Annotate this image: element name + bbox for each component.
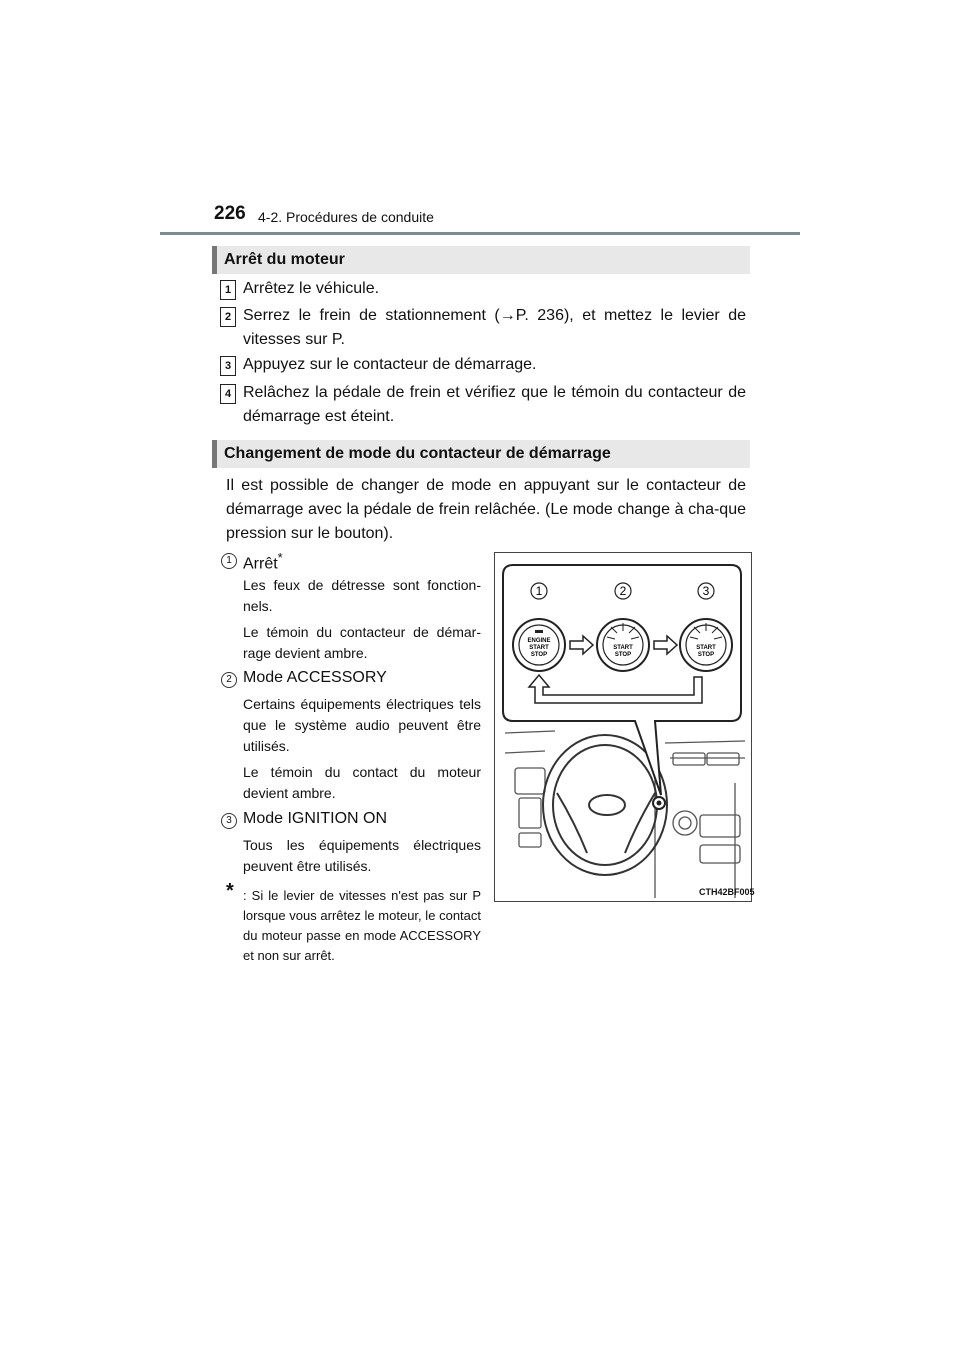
mode-description: Certains équipements électriques tels que le système audio peuvent être utilisés. — [243, 696, 481, 754]
svg-text:3: 3 — [702, 584, 710, 598]
step-text: Serrez le frein de stationnement (→P. 236), et mettez le levier de vitesses sur P. — [243, 307, 746, 348]
svg-text:1: 1 — [535, 584, 543, 598]
header-rule — [160, 232, 800, 235]
section-title: 4-2. Procédures de conduite — [258, 209, 434, 225]
step-text: Relâchez la pédale de frein et vérifiez que le témoin du contacteur de démarrage est éteint. — [243, 384, 746, 425]
mode-description: Tous les équipements électriques peuvent être utilisés. — [243, 837, 481, 874]
svg-text:2: 2 — [619, 584, 627, 598]
heading-text: Changement de mode du contacteur de démarrage — [224, 445, 611, 462]
page-number: 226 — [214, 203, 246, 224]
dashboard-background — [505, 731, 745, 898]
step-number: 2 — [220, 307, 236, 327]
svg-text:STOP: STOP — [530, 652, 548, 658]
footnote-marker: * — [226, 880, 234, 902]
dashboard-drawing — [495, 553, 751, 901]
mode-description: Le témoin du contact du moteur devient ambre. — [243, 764, 481, 801]
step-text: Arrêtez le véhicule. — [243, 280, 380, 297]
svg-text:ENGINE: ENGINE — [527, 638, 551, 644]
step-number: 3 — [220, 356, 236, 376]
mode-description: Les feux de détresse sont fonction-nels. — [243, 577, 481, 614]
mode-number: 1 — [221, 553, 237, 569]
mode-label: Arrêt* — [243, 550, 283, 573]
svg-text:STOP: STOP — [614, 652, 632, 658]
button-off — [513, 619, 565, 671]
start-button-dot — [657, 801, 662, 806]
heading-text: Arrêt du moteur — [224, 251, 345, 268]
step-text: Appuyez sur le contacteur de démarrage. — [243, 356, 537, 373]
step-number: 4 — [220, 384, 236, 404]
mode-label: Mode IGNITION ON — [243, 810, 388, 827]
button-accessory — [597, 619, 649, 671]
mode-description: Le témoin du contacteur de démar-rage devient ambre. — [243, 624, 481, 661]
section-heading-engine-stop — [212, 246, 750, 274]
svg-text:START: START — [613, 645, 633, 651]
figure-code: CTH42BF005 — [699, 887, 755, 897]
svg-text:STOP: STOP — [697, 652, 715, 658]
mode-number: 2 — [221, 672, 237, 688]
step-number: 1 — [220, 280, 236, 300]
section-heading-mode-change — [212, 440, 750, 468]
footnote-text: : Si le levier de vitesses n'est pas sur P lorsque vous arrêtez le moteur, le contact du moteur passe en mode ACCESSORY et non sur arrêt. — [243, 888, 481, 963]
mode-number: 3 — [221, 813, 237, 829]
svg-text:START: START — [696, 645, 716, 651]
button-ignition-on — [680, 619, 732, 671]
dashboard-illustration — [494, 552, 755, 902]
svg-text:START: START — [529, 645, 549, 651]
intro-paragraph: Il est possible de changer de mode en appuyant sur le contacteur de démarrage avec la pédale de frein relâchée. (Le mode change à cha-que pression sur le bouton). — [226, 477, 746, 542]
mode-label: Mode ACCESSORY — [243, 669, 387, 686]
